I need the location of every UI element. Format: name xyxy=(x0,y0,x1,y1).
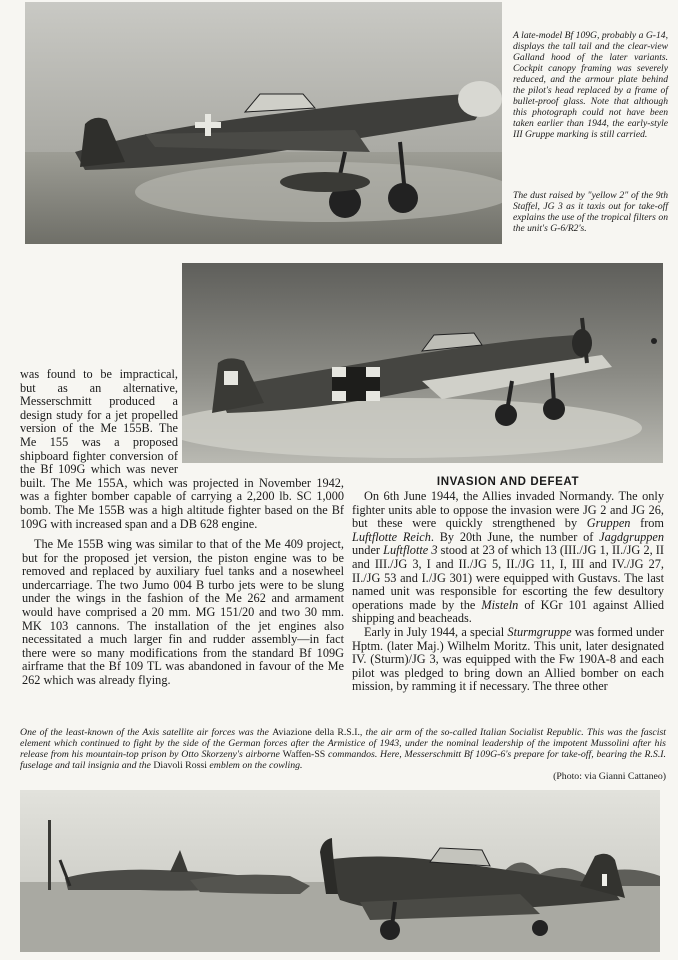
caption-second-photo: The dust raised by "yellow 2" of the 9th Staffel, JG 3 as it taxis out for take-off explains the use of the tropical filters on the unit's G-6/R2's. xyxy=(513,190,668,234)
section-heading: INVASION AND DEFEAT xyxy=(436,476,580,488)
left-column-paragraph-2: The Me 155B wing was similar to that of the Me 409 project, but for the proposed jet version, the piston engine was to be removed and replaced by auxiliary fuel tanks and a nosewheel undercarriage. The two Jumo 004 B turbo jets were to be slung under the wings in the fashion of the Me 262 and armament would have comprised a 20 mm. MG 151/20 and two 30 mm. MK 103 cannons. The installation of the jet engines also necessitated a much larger fin and rudder assembly—in fact there were so many modifications from the standard Bf 109G airframe that the Bf 109 TL was abandoned in favour of the Me 262 which was already flying. xyxy=(22,537,344,687)
left-column-paragraph-1: was found to be impractical, but as an alternative, Messerschmitt produced a design study for a jet propelled version of the Me 155B. The Me 155 was a proposed shipboard fighter conversion of the Bf 109G which was never built. The Me 155A, which was projected in November 1942, was a fighter bomber capable of carrying a 2,200 lb. SC 1,000 bomb. The Me 155B was a high altitude fighter based on the Bf 109G with increased span and a DB 628 engine. xyxy=(20,367,344,531)
caption-top-photo: A late-model Bf 109G, probably a G-14, displays the tall tail and the clear-view Galland hood of the later variants. Cockpit canopy framing was severely reduced, and the armour plate behind the pilot's head replaced by a frame of bullet-proof glass. Note that although this photograph could not have been taken earlier than 1944, the early-style III Gruppe marking is still carried. xyxy=(513,30,668,140)
right-column-paragraph-1: On 6th June 1944, the Allies invaded Normandy. The only fighter units able to oppose the invasion were JG 2 and JG 26, but these were quickly strengthened by Gruppen from Luftflotte Reich. By 20th June, the number of Jagdgruppen under Luftflotte 3 stood at 23 of which 13 (III./JG 1, II./JG 2, II and III./JG 3, I and II./JG 5, II./JG 11, I, III and IV./JG 27, II./JG 53 and I./JG 301) were equipped with Gustavs. The last named unit was responsible for escorting the few desultory operations made by the Misteln of KGr 101 against Allied shipping and beacheads. xyxy=(352,489,664,626)
caption-bottom-photo: One of the least-known of the Axis satellite air forces was the Aviazione della R.S.I., the air arm of the so-called Italian Socialist Republic. This was the fascist element which continued to fight by the side of the German forces after the Armistice of 1943, under the nominal leadership of the impotent Mussolini after his release from his mountain-top prison by Otto Skorzeny's airborne Waffen-SS commandos. Here, Messerschmitt Bf 109G-6's prepare for take-off, bearing the R.S.I. fuselage and tail insignia and the Diavoli Rossi emblem on the cowling. (Photo: via Gianni Cattaneo) xyxy=(20,727,667,782)
photo-rsi-bf109g6-lineup xyxy=(20,790,660,952)
photo-bf109g14-taxiing xyxy=(25,2,502,244)
photo-credit: (Photo: via Gianni Cattaneo) xyxy=(553,771,666,782)
left-column-body xyxy=(20,368,344,531)
right-column-paragraph-2: Early in July 1944, a special Sturmgruppe was formed under Hptm. (later Maj.) Wilhelm Moritz. This unit, later designated IV. (Sturm)/JG 3, was equipped with the Fw 190A-8 and each pilot was pledged to bring down an Allied bomber on each mission, by ramming it if necessary. The three other xyxy=(352,624,665,694)
right-column-body xyxy=(352,490,664,694)
